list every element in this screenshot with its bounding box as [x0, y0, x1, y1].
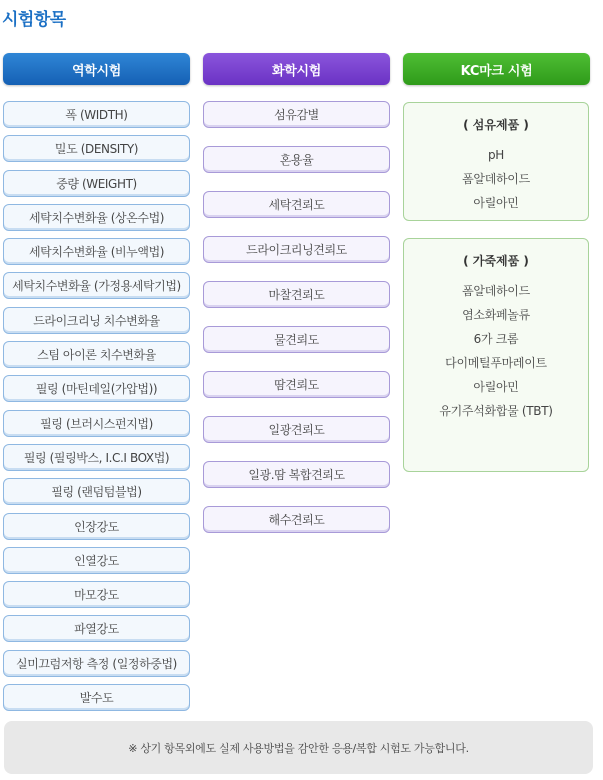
- kc-leather-box: [403, 238, 589, 472]
- physical-test-item: 폭 (WIDTH): [3, 101, 190, 128]
- kc-leather-item: 폼알데하이드: [462, 284, 530, 298]
- kc-test-column: [403, 53, 590, 418]
- physical-test-item: 실미끄럼저항 측정 (일정하중법): [3, 650, 190, 677]
- physical-test-list: [3, 101, 190, 711]
- physical-test-item: 필링 (마틴데일(가압법)): [3, 375, 190, 402]
- physical-test-item: 필링 (브러시스펀지법): [3, 410, 190, 437]
- footer-note: ※ 상기 항목외에도 실제 사용방법을 감안한 응용/복합 시험도 가능합니다.: [4, 721, 593, 774]
- kc-textile-heading: ( 섬유제품 ): [463, 118, 529, 132]
- physical-test-item: 밀도 (DENSITY): [3, 135, 190, 162]
- chemical-test-item: 섬유감별: [203, 101, 390, 128]
- kc-leather-item: 6가 크롬: [473, 332, 519, 346]
- physical-test-item: 발수도: [3, 684, 190, 711]
- chemical-test-list: [203, 101, 390, 533]
- physical-test-item: 마모강도: [3, 581, 190, 608]
- chemical-test-item: 해수견뢰도: [203, 506, 390, 533]
- physical-test-header: 역학시험: [3, 53, 190, 85]
- physical-test-item: 세탁치수변화율 (상온수법): [3, 204, 190, 231]
- kc-textile-item: 폼알데하이드: [462, 172, 530, 186]
- kc-test-header: KC마크 시험: [403, 53, 590, 85]
- physical-test-item: 인열강도: [3, 547, 190, 574]
- chemical-test-header: 화학시험: [203, 53, 390, 85]
- chemical-test-item: 물견뢰도: [203, 326, 390, 353]
- physical-test-item: 인장강도: [3, 513, 190, 540]
- physical-test-item: 드라이크리닝 치수변화율: [3, 307, 190, 334]
- kc-textile-item: 아릴아민: [473, 196, 519, 210]
- chemical-test-item: 마찰견뢰도: [203, 281, 390, 308]
- physical-test-item: 세탁치수변화율 (비누액법): [3, 238, 190, 265]
- kc-leather-heading: ( 가죽제품 ): [463, 254, 529, 268]
- chemical-test-column: [203, 53, 390, 551]
- page-title: 시험항목: [2, 10, 66, 30]
- physical-test-item: 파열강도: [3, 615, 190, 642]
- kc-leather-item: 유기주석화합물 (TBT): [439, 404, 553, 418]
- physical-test-item: 필링 (랜덤텀블법): [3, 478, 190, 505]
- physical-test-item: 세탁치수변화율 (가정용세탁기법): [3, 272, 190, 299]
- chemical-test-item: 세탁견뢰도: [203, 191, 390, 218]
- kc-textile-box: [403, 102, 589, 221]
- kc-leather-item: 다이메틸푸마레이트: [445, 356, 547, 370]
- chemical-test-item: 땀견뢰도: [203, 371, 390, 398]
- chemical-test-item: 드라이크리닝견뢰도: [203, 236, 390, 263]
- physical-test-item: 필링 (필링박스, I.C.I BOX법): [3, 444, 190, 471]
- physical-test-column: [3, 53, 190, 718]
- kc-textile-item: pH: [487, 148, 505, 162]
- chemical-test-item: 일광.땀 복합견뢰도: [203, 461, 390, 488]
- chemical-test-item: 일광견뢰도: [203, 416, 390, 443]
- kc-leather-item: 염소화페놀류: [462, 308, 530, 322]
- physical-test-item: 스팀 아이론 치수변화율: [3, 341, 190, 368]
- physical-test-item: 중량 (WEIGHT): [3, 170, 190, 197]
- kc-leather-item: 아릴아민: [473, 380, 519, 394]
- chemical-test-item: 혼용율: [203, 146, 390, 173]
